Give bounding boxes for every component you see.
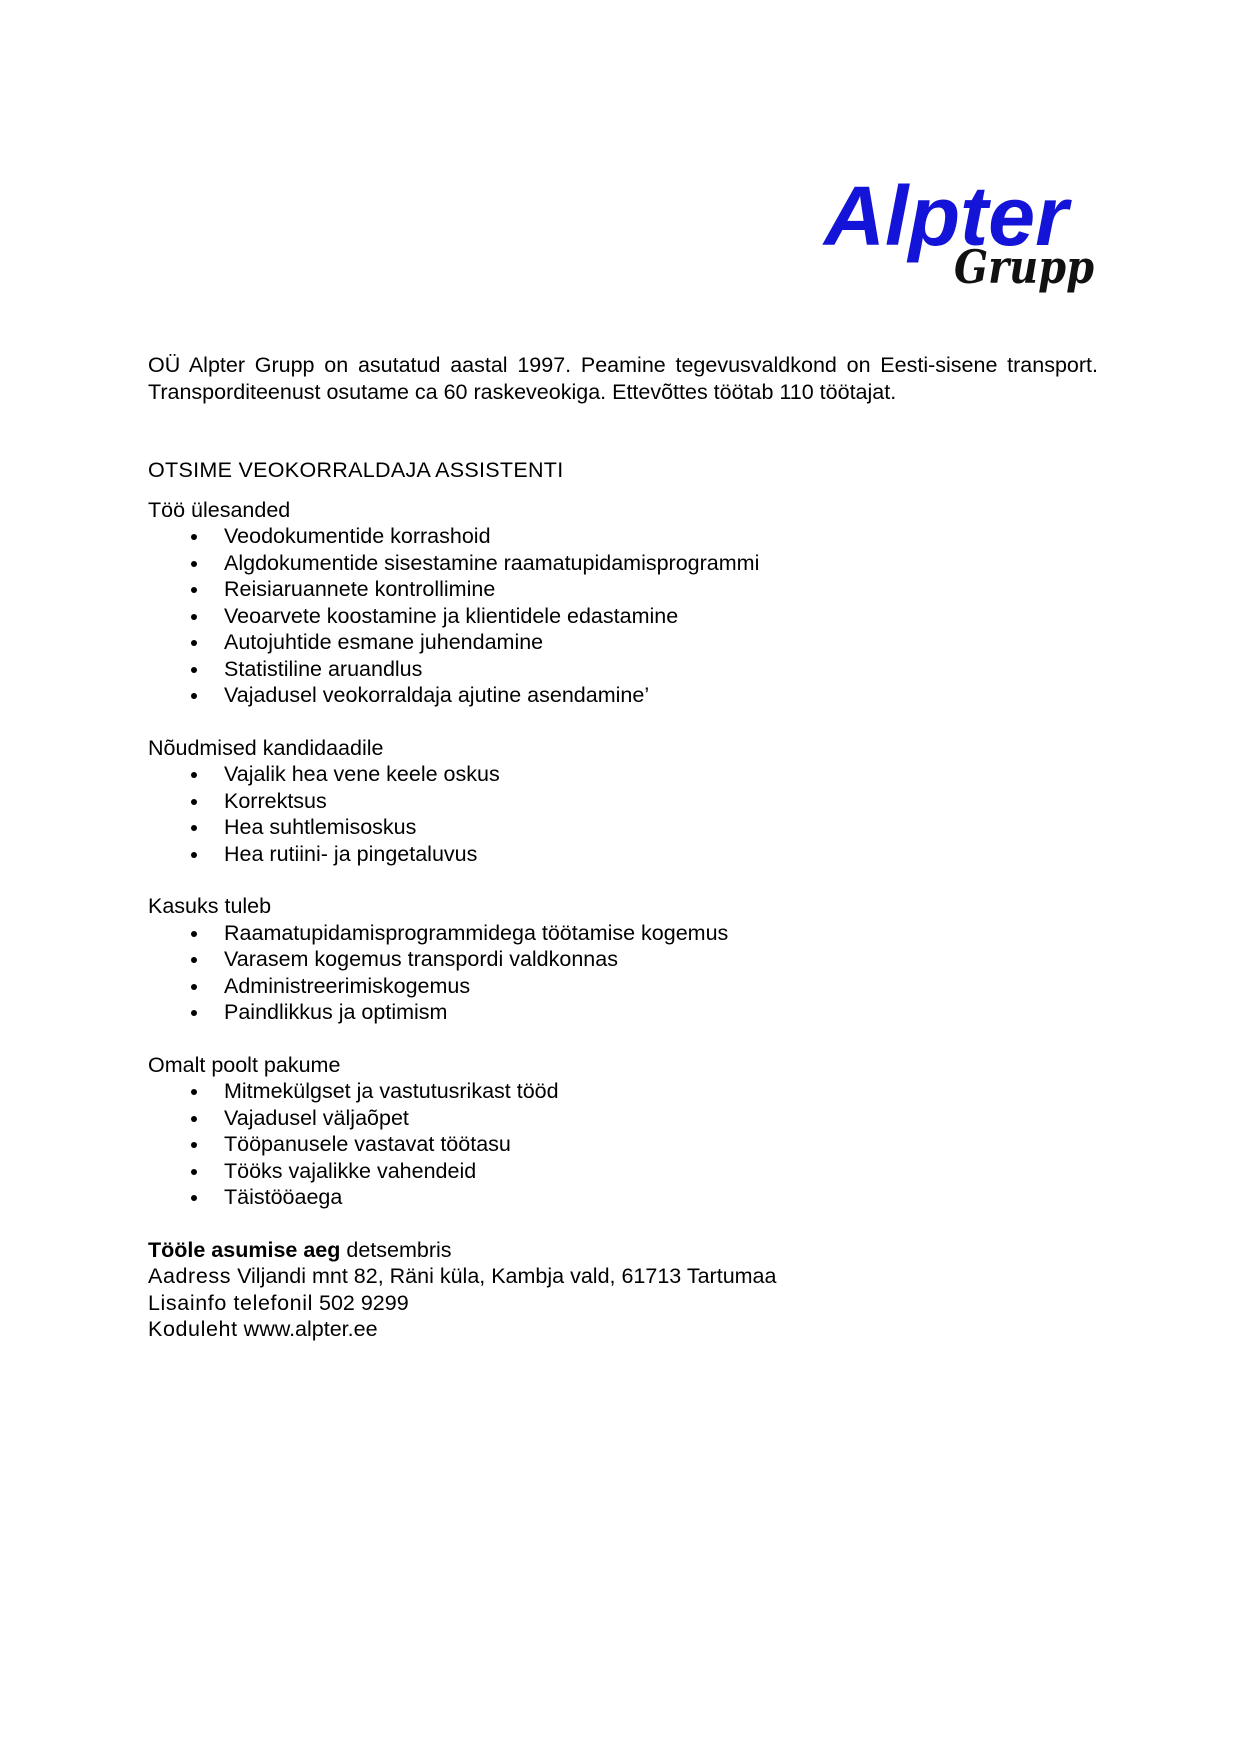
list-item: Raamatupidamisprogrammidega töötamise kogemus <box>148 920 1098 947</box>
section-requirements <box>148 735 1098 868</box>
section-title: Omalt poolt pakume <box>148 1052 341 1077</box>
list-item: Autojuhtide esmane juhendamine <box>148 629 1098 656</box>
list-item: Varasem kogemus transpordi valdkonnas <box>148 946 1098 973</box>
advantages-list <box>148 920 1098 1026</box>
job-ad-content <box>148 352 1098 1343</box>
list-item: Reisiaruannete kontrollimine <box>148 576 1098 603</box>
start-date-label: Tööle asumise aeg <box>148 1237 341 1262</box>
list-item: Tööpanusele vastavat töötasu <box>148 1131 1098 1158</box>
list-item: Vajadusel väljaõpet <box>148 1105 1098 1132</box>
section-title: Töö ülesanded <box>148 497 291 522</box>
start-date-value: detsembris <box>346 1237 452 1262</box>
list-item: Statistiline aruandlus <box>148 656 1098 683</box>
phone-label: Lisainfo telefonil <box>148 1290 313 1315</box>
duties-list <box>148 523 1098 709</box>
list-item: Vajadusel veokorraldaja ajutine asendamine’ <box>148 682 1098 709</box>
logo-main-text: Alpter <box>821 178 1073 263</box>
address-value: Viljandi mnt 82, Räni küla, Kambja vald, 61713 Tartumaa <box>237 1264 777 1288</box>
logo-sub-text: Grupp <box>954 240 1094 294</box>
alpter-grupp-logo <box>820 178 1100 308</box>
contact-info <box>148 1237 1098 1343</box>
address-label: Aadress <box>148 1264 232 1288</box>
list-item: Vajalik hea vene keele oskus <box>148 761 1098 788</box>
list-item: Tööks vajalikke vahendeid <box>148 1158 1098 1185</box>
section-title: Nõudmised kandidaadile <box>148 735 384 760</box>
list-item: Täistööaega <box>148 1184 1098 1211</box>
ad-title: OTSIME VEOKORRALDAJA ASSISTENTI <box>148 458 564 482</box>
start-date-line <box>148 1237 1098 1264</box>
list-item: Veoarvete koostamine ja klientidele edastamine <box>148 603 1098 630</box>
company-intro: OÜ Alpter Grupp on asutatud aastal 1997. Peamine tegevusvaldkond on Eesti-sisene transport. Transporditeenust osutame ca 60 raskeveokiga. Ettevõttes töötab 110 töötajat. <box>148 353 1098 404</box>
phone-value: 502 9299 <box>318 1290 409 1315</box>
list-item: Paindlikkus ja optimism <box>148 999 1098 1026</box>
section-title: Kasuks tuleb <box>148 894 272 918</box>
list-item: Administreerimiskogemus <box>148 973 1098 1000</box>
section-advantages <box>148 893 1098 1026</box>
section-offer <box>148 1052 1098 1211</box>
list-item: Hea rutiini- ja pingetaluvus <box>148 841 1098 868</box>
website-label: Koduleht <box>148 1317 238 1341</box>
phone-line <box>148 1290 1098 1317</box>
website-line <box>148 1316 1098 1343</box>
offer-list <box>148 1078 1098 1211</box>
list-item: Algdokumentide sisestamine raamatupidamisprogrammi <box>148 550 1098 577</box>
list-item: Hea suhtlemisoskus <box>148 814 1098 841</box>
list-item: Korrektsus <box>148 788 1098 815</box>
address-line <box>148 1263 1098 1290</box>
list-item: Mitmekülgset ja vastutusrikast tööd <box>148 1078 1098 1105</box>
requirements-list <box>148 761 1098 867</box>
list-item: Veodokumentide korrashoid <box>148 523 1098 550</box>
section-duties <box>148 497 1098 709</box>
website-link[interactable]: www.alpter.ee <box>243 1317 378 1341</box>
